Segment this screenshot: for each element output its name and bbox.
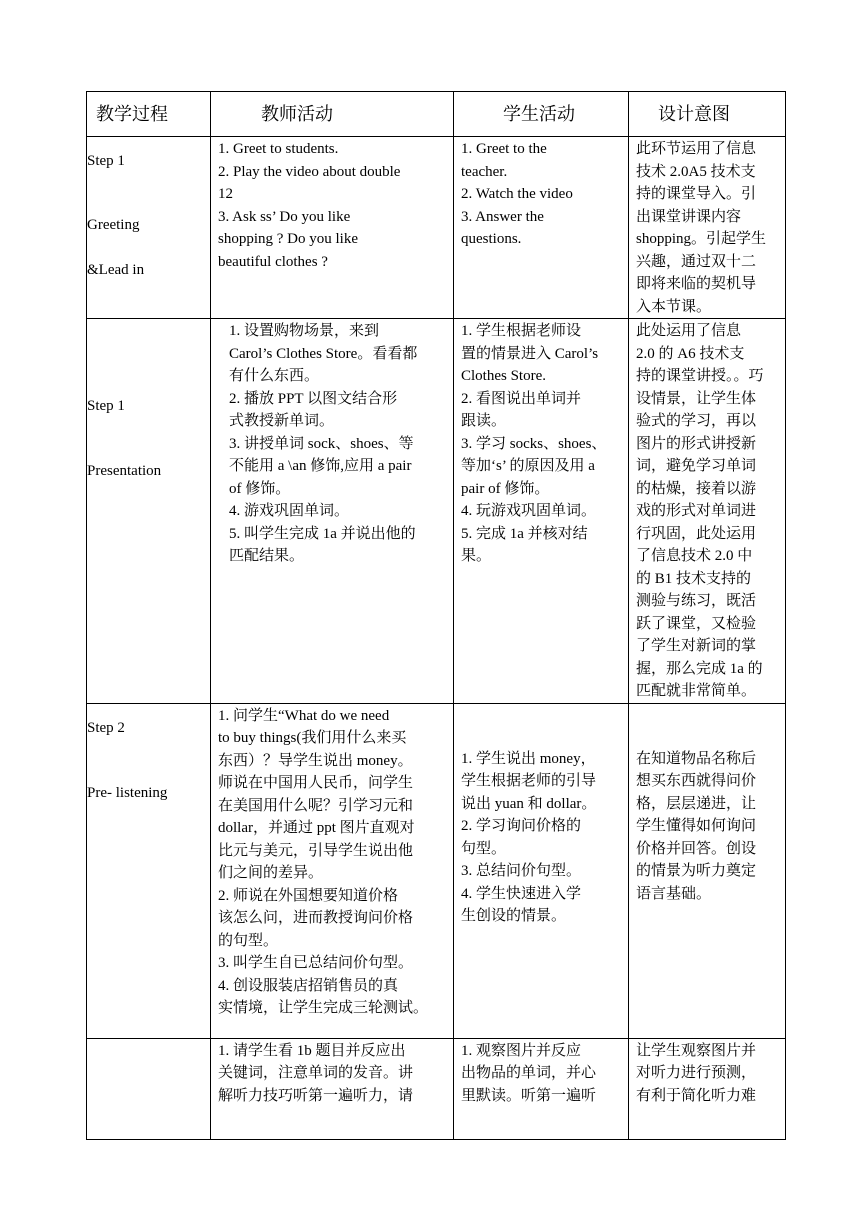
cell-text-line: 句型。 [461, 840, 507, 857]
cell-text-line: 的句型。 [218, 932, 279, 949]
cell-text-line: 3. Answer the [461, 208, 544, 225]
cell-text-line: 式教授新单词。 [229, 413, 335, 429]
cell-text-line: 兴趣，通过双十二 [636, 253, 757, 270]
cell-text-line: 2. Watch the video [461, 186, 573, 202]
cell-text-line: 置的情景进入 Carol’s [461, 345, 599, 362]
cell-text-line: 的枯燥，接着以游 [636, 480, 757, 497]
cell-text-line: 的 B1 技术支持的 [636, 570, 752, 587]
cell-text-line: 3. 讲授单词 sock、shoes、等 [229, 435, 414, 452]
cell-text-line: 出课堂讲课内容 [636, 208, 742, 225]
cell-text-line: 3. 学习 socks、shoes、 [461, 435, 607, 452]
table-row [87, 137, 786, 319]
cell-text-line: 1. 学生根据老师设 [461, 323, 582, 339]
header-process: 教学过程 [87, 92, 211, 137]
cell-text-line: 匹配结果。 [229, 548, 305, 564]
cell-text-line: 4. 游戏巩固单词。 [229, 503, 350, 519]
table-row [87, 703, 786, 1038]
step-label: Step 2 [87, 719, 125, 736]
header-design-intent: 设计意图 [629, 92, 786, 137]
cell-text-line: 2.0 的 A6 技术支 [636, 345, 745, 362]
cell-text-line: 1. Greet to the [461, 141, 547, 157]
cell-text-line: 2. 学习询问价格的 [461, 818, 582, 834]
cell-text-line: 即将来临的契机导 [636, 276, 757, 292]
cell-text-line: 生创设的情景。 [461, 908, 567, 924]
cell-text-line: 握，那么完成 1a 的 [636, 660, 763, 677]
teacher-activity-cell [211, 1038, 454, 1139]
cell-text-line: 词，避免学习单词 [636, 458, 757, 474]
cell-text-line: 跟读。 [461, 413, 507, 429]
cell-text-line: 技术 2.0A5 技术支 [636, 163, 756, 180]
cell-text-line: 想买东西就得问价 [636, 773, 757, 789]
cell-text-line: 1. 问学生“What do we need [218, 707, 390, 724]
cell-text-line: 们之间的差异。 [218, 865, 324, 881]
teacher-activity-cell [211, 703, 454, 1038]
cell-text-line: 跃了课堂，又检验 [636, 615, 757, 632]
cell-text-line: 3. Ask ss’ Do you like [218, 208, 351, 225]
step-cell [87, 1038, 211, 1139]
cell-text-line: 1. 设置购物场景，来到 [229, 323, 380, 339]
cell-text-line: 在美国用什么呢？引学习元和 [218, 797, 414, 814]
cell-text-line: 测验与练习，既活 [636, 593, 757, 609]
cell-text-line: 设情景，让学生体 [636, 390, 757, 407]
lesson-plan-table [86, 91, 786, 1140]
cell-text-line: 行巩固，此处运用 [636, 525, 757, 542]
cell-text-line: 持的课堂导入。引 [636, 186, 757, 202]
step-cell [87, 703, 211, 1038]
cell-text-line: 果。 [461, 548, 492, 564]
design-intent-cell [629, 137, 786, 319]
cell-text-line: 匹配就非常简单。 [636, 683, 757, 699]
design-intent-cell [629, 1038, 786, 1139]
cell-text-line: Carol’s Clothes Store。看看都 [229, 345, 418, 362]
cell-text-line: 该怎么问，进而教授询问价格 [218, 910, 414, 926]
teacher-activity-cell [211, 319, 454, 704]
cell-text-line: 4. 玩游戏巩固单词。 [461, 503, 597, 519]
cell-text-line: 3. 总结问价句型。 [461, 863, 582, 879]
cell-text-line: 师说在中国用人民币，问学生 [218, 775, 414, 791]
cell-text-line: 了信息技术 2.0 中 [636, 548, 753, 564]
cell-text-line: 语言基础。 [636, 885, 712, 902]
stage-label: Pre- listening [87, 784, 168, 801]
cell-text-line: 的情景为听力奠定 [636, 863, 757, 879]
cell-text-line: 5. 完成 1a 并核对结 [461, 525, 588, 542]
cell-text-line: 4. 学生快速进入学 [461, 885, 582, 902]
cell-text-line: 2. Play the video about double [218, 163, 401, 180]
step-cell [87, 137, 211, 319]
cell-text-line: of 修饰。 [229, 480, 291, 497]
cell-text-line: 等加‘s’ 的原因及用 a [461, 458, 595, 474]
cell-text-line: 此环节运用了信息 [636, 141, 757, 157]
student-activity-cell [454, 319, 629, 704]
teacher-activity-cell [211, 137, 454, 319]
cell-text-line: 关键词，注意单词的发音。讲 [218, 1065, 414, 1081]
cell-text-line: 1. 观察图片并反应 [461, 1042, 582, 1059]
cell-text-line: 比元与美元，引导学生说出他 [218, 842, 414, 859]
cell-text-line: 2. 师说在外国想要知道价格 [218, 887, 399, 904]
cell-text-line: 4. 创设服装店招销售员的真 [218, 977, 399, 994]
student-activity-cell [454, 1038, 629, 1139]
cell-text-line: 东西）？导学生说出 money。 [218, 752, 413, 769]
cell-text-line: 持的课堂讲授。。巧 [636, 368, 764, 384]
cell-text-line: 对听力进行预测， [636, 1065, 757, 1081]
cell-text-line: Clothes Store. [461, 368, 546, 384]
cell-text-line: 格，层层递进，让 [636, 795, 757, 812]
cell-text-line: 5. 叫学生完成 1a 并说出他的 [229, 525, 416, 542]
cell-text-line: 图片的形式讲授新 [636, 435, 757, 452]
cell-text-line: 入本节课。 [636, 298, 712, 315]
cell-text-line: 戏的形式对单词进 [636, 503, 757, 519]
cell-text-line: 2. 播放 PPT 以图文结合形 [229, 390, 398, 407]
cell-text-line: dollar，并通过 ppt 图片直观对 [218, 820, 415, 836]
header-student-activity: 学生活动 [454, 92, 629, 137]
cell-text-line: 了学生对新词的掌 [636, 638, 757, 654]
cell-text-line: 有利于简化听力难 [636, 1087, 757, 1104]
table-header-row [87, 92, 786, 137]
cell-text-line: 验式的学习，再以 [636, 413, 757, 429]
cell-text-line: beautiful clothes ? [218, 253, 328, 270]
cell-text-line: 价格并回答。创设 [636, 840, 757, 857]
cell-text-line: 有什么东西。 [229, 368, 320, 384]
cell-text-line: 实情境，让学生完成三轮测试。 [218, 1000, 429, 1016]
cell-text-line: teacher. [461, 163, 508, 180]
cell-text-line: 不能用 a \an 修饰,应用 a pair [229, 458, 412, 474]
student-activity-cell [454, 137, 629, 319]
cell-text-line: 2. 看图说出单词并 [461, 390, 582, 407]
cell-text-line: 1. Greet to students. [218, 141, 339, 157]
stage-label: &Lead in [87, 262, 145, 278]
cell-text-line: 解听力技巧听第一遍听力，请 [218, 1087, 414, 1104]
header-teacher-activity: 教师活动 [211, 92, 454, 137]
cell-text-line: pair of 修饰。 [461, 480, 550, 497]
cell-text-line: 说出 yuan 和 dollar。 [461, 795, 597, 812]
cell-text-line: 1. 学生说出 money， [461, 750, 596, 767]
cell-text-line: 学生懂得如何询问 [636, 818, 757, 834]
cell-text-line: 学生根据老师的引导 [461, 773, 597, 789]
cell-text-line: to buy things(我们用什么来买 [218, 730, 407, 746]
cell-text-line: 在知道物品名称后 [636, 750, 757, 767]
step-label: Step 1 [87, 398, 125, 414]
cell-text-line: 出物品的单词，并心 [461, 1065, 597, 1081]
cell-text-line: questions. [461, 231, 522, 247]
cell-text-line: 12 [218, 186, 233, 202]
table-row [87, 1038, 786, 1139]
cell-text-line: 3. 叫学生自已总结问价句型。 [218, 955, 414, 971]
cell-text-line: 让学生观察图片并 [636, 1042, 757, 1059]
cell-text-line: 里默读。听第一遍听 [461, 1087, 597, 1104]
table-row [87, 319, 786, 704]
cell-text-line: shopping ? Do you like [218, 231, 358, 247]
design-intent-cell [629, 703, 786, 1038]
cell-text-line: shopping。引起学生 [636, 231, 767, 247]
design-intent-cell [629, 319, 786, 704]
cell-text-line: 1. 请学生看 1b 题目并反应出 [218, 1042, 406, 1059]
student-activity-cell [454, 703, 629, 1038]
step-label: Step 1 [87, 153, 125, 169]
step-cell [87, 319, 211, 704]
cell-text-line: 此处运用了信息 [636, 323, 742, 339]
stage-label: Presentation [87, 463, 162, 479]
stage-label: Greeting [87, 217, 140, 233]
